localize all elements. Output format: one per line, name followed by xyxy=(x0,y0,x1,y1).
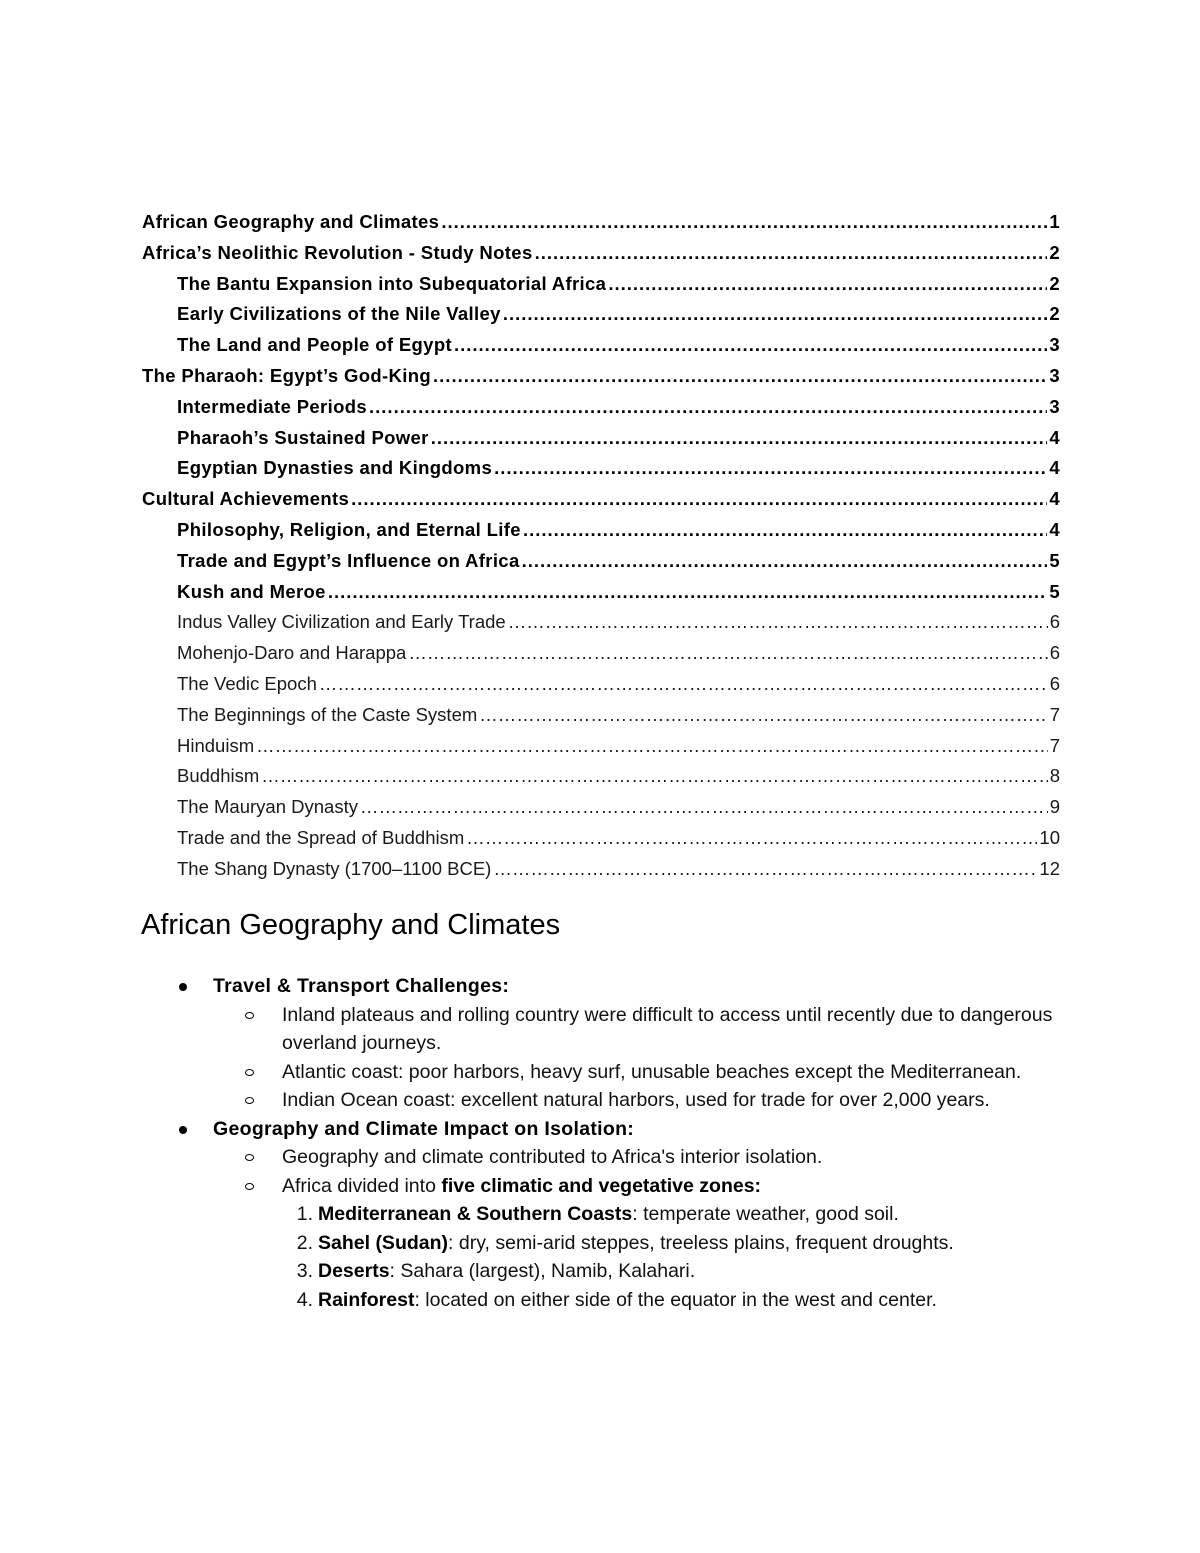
toc-entry[interactable] xyxy=(142,299,1060,330)
toc-entry-title: The Vedic Epoch xyxy=(177,672,317,694)
zone-name: Rainforest xyxy=(318,1288,415,1311)
toc-entry-title: The Mauryan Dynasty xyxy=(177,796,358,818)
toc-entry[interactable] xyxy=(142,423,1060,454)
sub-item xyxy=(178,1086,1078,1115)
sub-item-text: Inland plateaus and rolling country were difficult to access until recently due to dangerous overland journeys. xyxy=(282,1003,1053,1054)
toc-dot-leader xyxy=(503,299,1048,330)
zone-item xyxy=(248,1286,1078,1315)
toc-entry[interactable] xyxy=(142,761,1060,792)
toc-entry-title: Kush and Meroe xyxy=(177,580,326,602)
zone-description: : Sahara (largest), Namib, Kalahari. xyxy=(389,1260,696,1282)
toc-dot-leader xyxy=(535,238,1048,269)
toc-dot-leader xyxy=(466,823,1037,854)
toc-entry[interactable] xyxy=(142,731,1060,762)
toc-page-number: 5 xyxy=(1049,580,1060,602)
toc-entry[interactable] xyxy=(142,607,1060,638)
toc-entry-title: The Beginnings of the Caste System xyxy=(177,703,478,725)
toc-dot-leader xyxy=(479,700,1047,731)
toc-page-number: 3 xyxy=(1049,364,1060,386)
toc-entry-title: Trade and Egypt’s Influence on Africa xyxy=(177,549,520,571)
toc-entry-title: The Shang Dynasty (1700–1100 BCE) xyxy=(177,857,492,879)
toc-page-number: 2 xyxy=(1049,303,1060,325)
sub-item-text: Atlantic coast: poor harbors, heavy surf, unusable beaches except the Mediterranean. xyxy=(282,1060,1022,1083)
toc-entry[interactable] xyxy=(142,700,1060,731)
zone-description: : temperate weather, good soil. xyxy=(632,1203,899,1225)
toc-page-number: 5 xyxy=(1049,549,1060,571)
sub-item xyxy=(178,1172,1078,1315)
toc-page-number: 6 xyxy=(1049,611,1060,633)
zone-name: Deserts xyxy=(318,1260,390,1282)
bullet-label: Travel & Transport Challenges: xyxy=(213,975,510,997)
toc-page-number: 7 xyxy=(1049,734,1060,756)
toc-dot-leader xyxy=(319,669,1048,700)
toc-entry-title: Egyptian Dynasties and Kingdoms xyxy=(177,457,493,479)
zones-list xyxy=(248,1200,1078,1314)
bullet-item-isolation xyxy=(178,1115,1078,1315)
toc-entry[interactable] xyxy=(142,238,1060,269)
sub-item-text: Indian Ocean coast: excellent natural harbors, used for trade for over 2,000 years. xyxy=(282,1089,990,1111)
bullet-list xyxy=(178,972,1078,1314)
zone-text xyxy=(318,1203,899,1225)
toc-dot-leader xyxy=(494,453,1047,484)
sub-list xyxy=(213,1001,1078,1115)
bullet-dot-icon xyxy=(179,983,187,991)
toc-page-number: 4 xyxy=(1049,518,1060,540)
toc-entry-title: Africa’s Neolithic Revolution - Study Notes xyxy=(142,241,533,263)
toc-page-number: 2 xyxy=(1049,241,1060,263)
toc-page-number: 1 xyxy=(1049,211,1060,232)
toc-dot-leader xyxy=(431,423,1048,454)
toc-entry-title: The Pharaoh: Egypt’s God-King xyxy=(142,364,432,386)
toc-entry-title: Cultural Achievements xyxy=(142,488,350,510)
toc-entry[interactable] xyxy=(142,269,1060,300)
sub-list xyxy=(213,1143,1078,1314)
toc-entry-title: Mohenjo-Daro and Harappa xyxy=(177,642,407,664)
bullet-dot-icon xyxy=(179,1126,187,1134)
zone-text xyxy=(318,1232,954,1254)
toc-page-number: 6 xyxy=(1049,642,1060,664)
zone-item xyxy=(248,1257,1078,1286)
toc-page-number: 4 xyxy=(1049,488,1060,510)
toc-dot-leader xyxy=(408,638,1047,669)
sub-item-text-lead: Africa divided into xyxy=(282,1174,442,1197)
toc-entry[interactable] xyxy=(142,361,1060,392)
toc-page-number: 4 xyxy=(1049,457,1060,479)
toc-entry-title: Hinduism xyxy=(177,734,255,756)
zone-text xyxy=(318,1260,695,1282)
toc-entry-title: Early Civilizations of the Nile Valley xyxy=(177,303,501,325)
zone-item xyxy=(248,1229,1078,1258)
toc-entry-title: Intermediate Periods xyxy=(177,395,368,417)
toc-entry-title: Philosophy, Religion, and Eternal Life xyxy=(177,518,521,540)
toc-dot-leader xyxy=(433,361,1047,392)
hollow-circle-icon xyxy=(245,1183,254,1190)
toc-dot-leader xyxy=(608,269,1047,300)
zone-item xyxy=(248,1200,1078,1229)
section-heading: African Geography and Climates xyxy=(141,909,561,941)
section-content xyxy=(178,972,1078,1314)
toc-dot-leader xyxy=(328,577,1048,608)
toc-entry[interactable] xyxy=(142,577,1060,608)
toc-page-number: 4 xyxy=(1049,426,1060,448)
toc-dot-leader xyxy=(508,607,1048,638)
bullet-label: Geography and Climate Impact on Isolation: xyxy=(213,1117,635,1140)
toc-page-number: 7 xyxy=(1049,703,1060,725)
toc-page-number: 2 xyxy=(1049,272,1060,294)
toc-entry[interactable] xyxy=(142,823,1060,854)
toc-entry[interactable] xyxy=(142,453,1060,484)
zone-name: Sahel (Sudan) xyxy=(318,1231,449,1254)
toc-entry[interactable] xyxy=(142,392,1060,423)
toc-dot-leader xyxy=(493,854,1037,885)
toc-dot-leader xyxy=(369,392,1047,423)
toc-entry-title: The Bantu Expansion into Subequatorial Africa xyxy=(177,272,607,294)
toc-entry-title: African Geography and Climates xyxy=(142,211,440,232)
sub-item-text: Geography and climate contributed to Africa's interior isolation. xyxy=(282,1146,823,1168)
zone-name: Mediterranean & Southern Coasts xyxy=(318,1203,633,1225)
zone-number: 4. xyxy=(296,1288,313,1311)
toc-entry-title: Trade and the Spread of Buddhism xyxy=(177,826,465,848)
hollow-circle-icon xyxy=(245,1154,254,1161)
toc-entry-title: Indus Valley Civilization and Early Trade xyxy=(177,611,506,633)
sub-item xyxy=(178,1143,1078,1172)
toc-dot-leader xyxy=(351,484,1047,515)
toc-page-number: 9 xyxy=(1049,796,1060,818)
zone-number: 1. xyxy=(296,1203,313,1225)
zone-text xyxy=(318,1289,937,1311)
toc-entry[interactable] xyxy=(142,669,1060,700)
zone-description: : located on either side of the equator in the west and center. xyxy=(414,1288,937,1311)
toc-entry[interactable] xyxy=(142,330,1060,361)
toc-entry-title: Buddhism xyxy=(177,765,260,787)
toc-page-number: 8 xyxy=(1049,765,1060,787)
zone-description: : dry, semi-arid steppes, treeless plains, frequent droughts. xyxy=(448,1231,954,1254)
sub-item-text-emphasis: five climatic and vegetative zones: xyxy=(441,1174,762,1197)
toc-dot-leader xyxy=(441,207,1047,238)
toc-dot-leader xyxy=(360,792,1048,823)
toc-dot-leader xyxy=(261,761,1047,792)
toc-dot-leader xyxy=(256,731,1048,762)
toc-entry[interactable] xyxy=(142,484,1060,515)
toc-dot-leader xyxy=(523,515,1047,546)
toc-entry[interactable] xyxy=(142,854,1060,885)
sub-item xyxy=(178,1058,1078,1087)
hollow-circle-icon xyxy=(245,1069,254,1076)
toc-page-number: 6 xyxy=(1049,672,1060,694)
hollow-circle-icon xyxy=(245,1097,254,1104)
toc-entry[interactable] xyxy=(142,515,1060,546)
toc-entry[interactable] xyxy=(142,546,1060,577)
toc-entry-title: The Land and People of Egypt xyxy=(177,334,452,356)
toc-page-number: 10 xyxy=(1039,826,1060,848)
toc-entry-title: Pharaoh’s Sustained Power xyxy=(177,426,429,448)
hollow-circle-icon xyxy=(245,1012,254,1019)
toc-page-number: 3 xyxy=(1049,334,1060,356)
toc-page-number: 3 xyxy=(1049,395,1060,417)
toc-entry[interactable] xyxy=(142,638,1060,669)
table-of-contents xyxy=(142,207,1060,885)
toc-entry[interactable] xyxy=(142,792,1060,823)
zone-number: 2. xyxy=(296,1231,313,1254)
toc-page-number: 12 xyxy=(1039,857,1060,879)
sub-item xyxy=(178,1001,1078,1058)
zone-number: 3. xyxy=(296,1260,313,1282)
toc-dot-leader xyxy=(454,330,1047,361)
toc-dot-leader xyxy=(522,546,1048,577)
toc-entry[interactable] xyxy=(142,207,1060,238)
bullet-item-travel xyxy=(178,972,1078,1115)
sub-item-text xyxy=(282,1172,1078,1201)
